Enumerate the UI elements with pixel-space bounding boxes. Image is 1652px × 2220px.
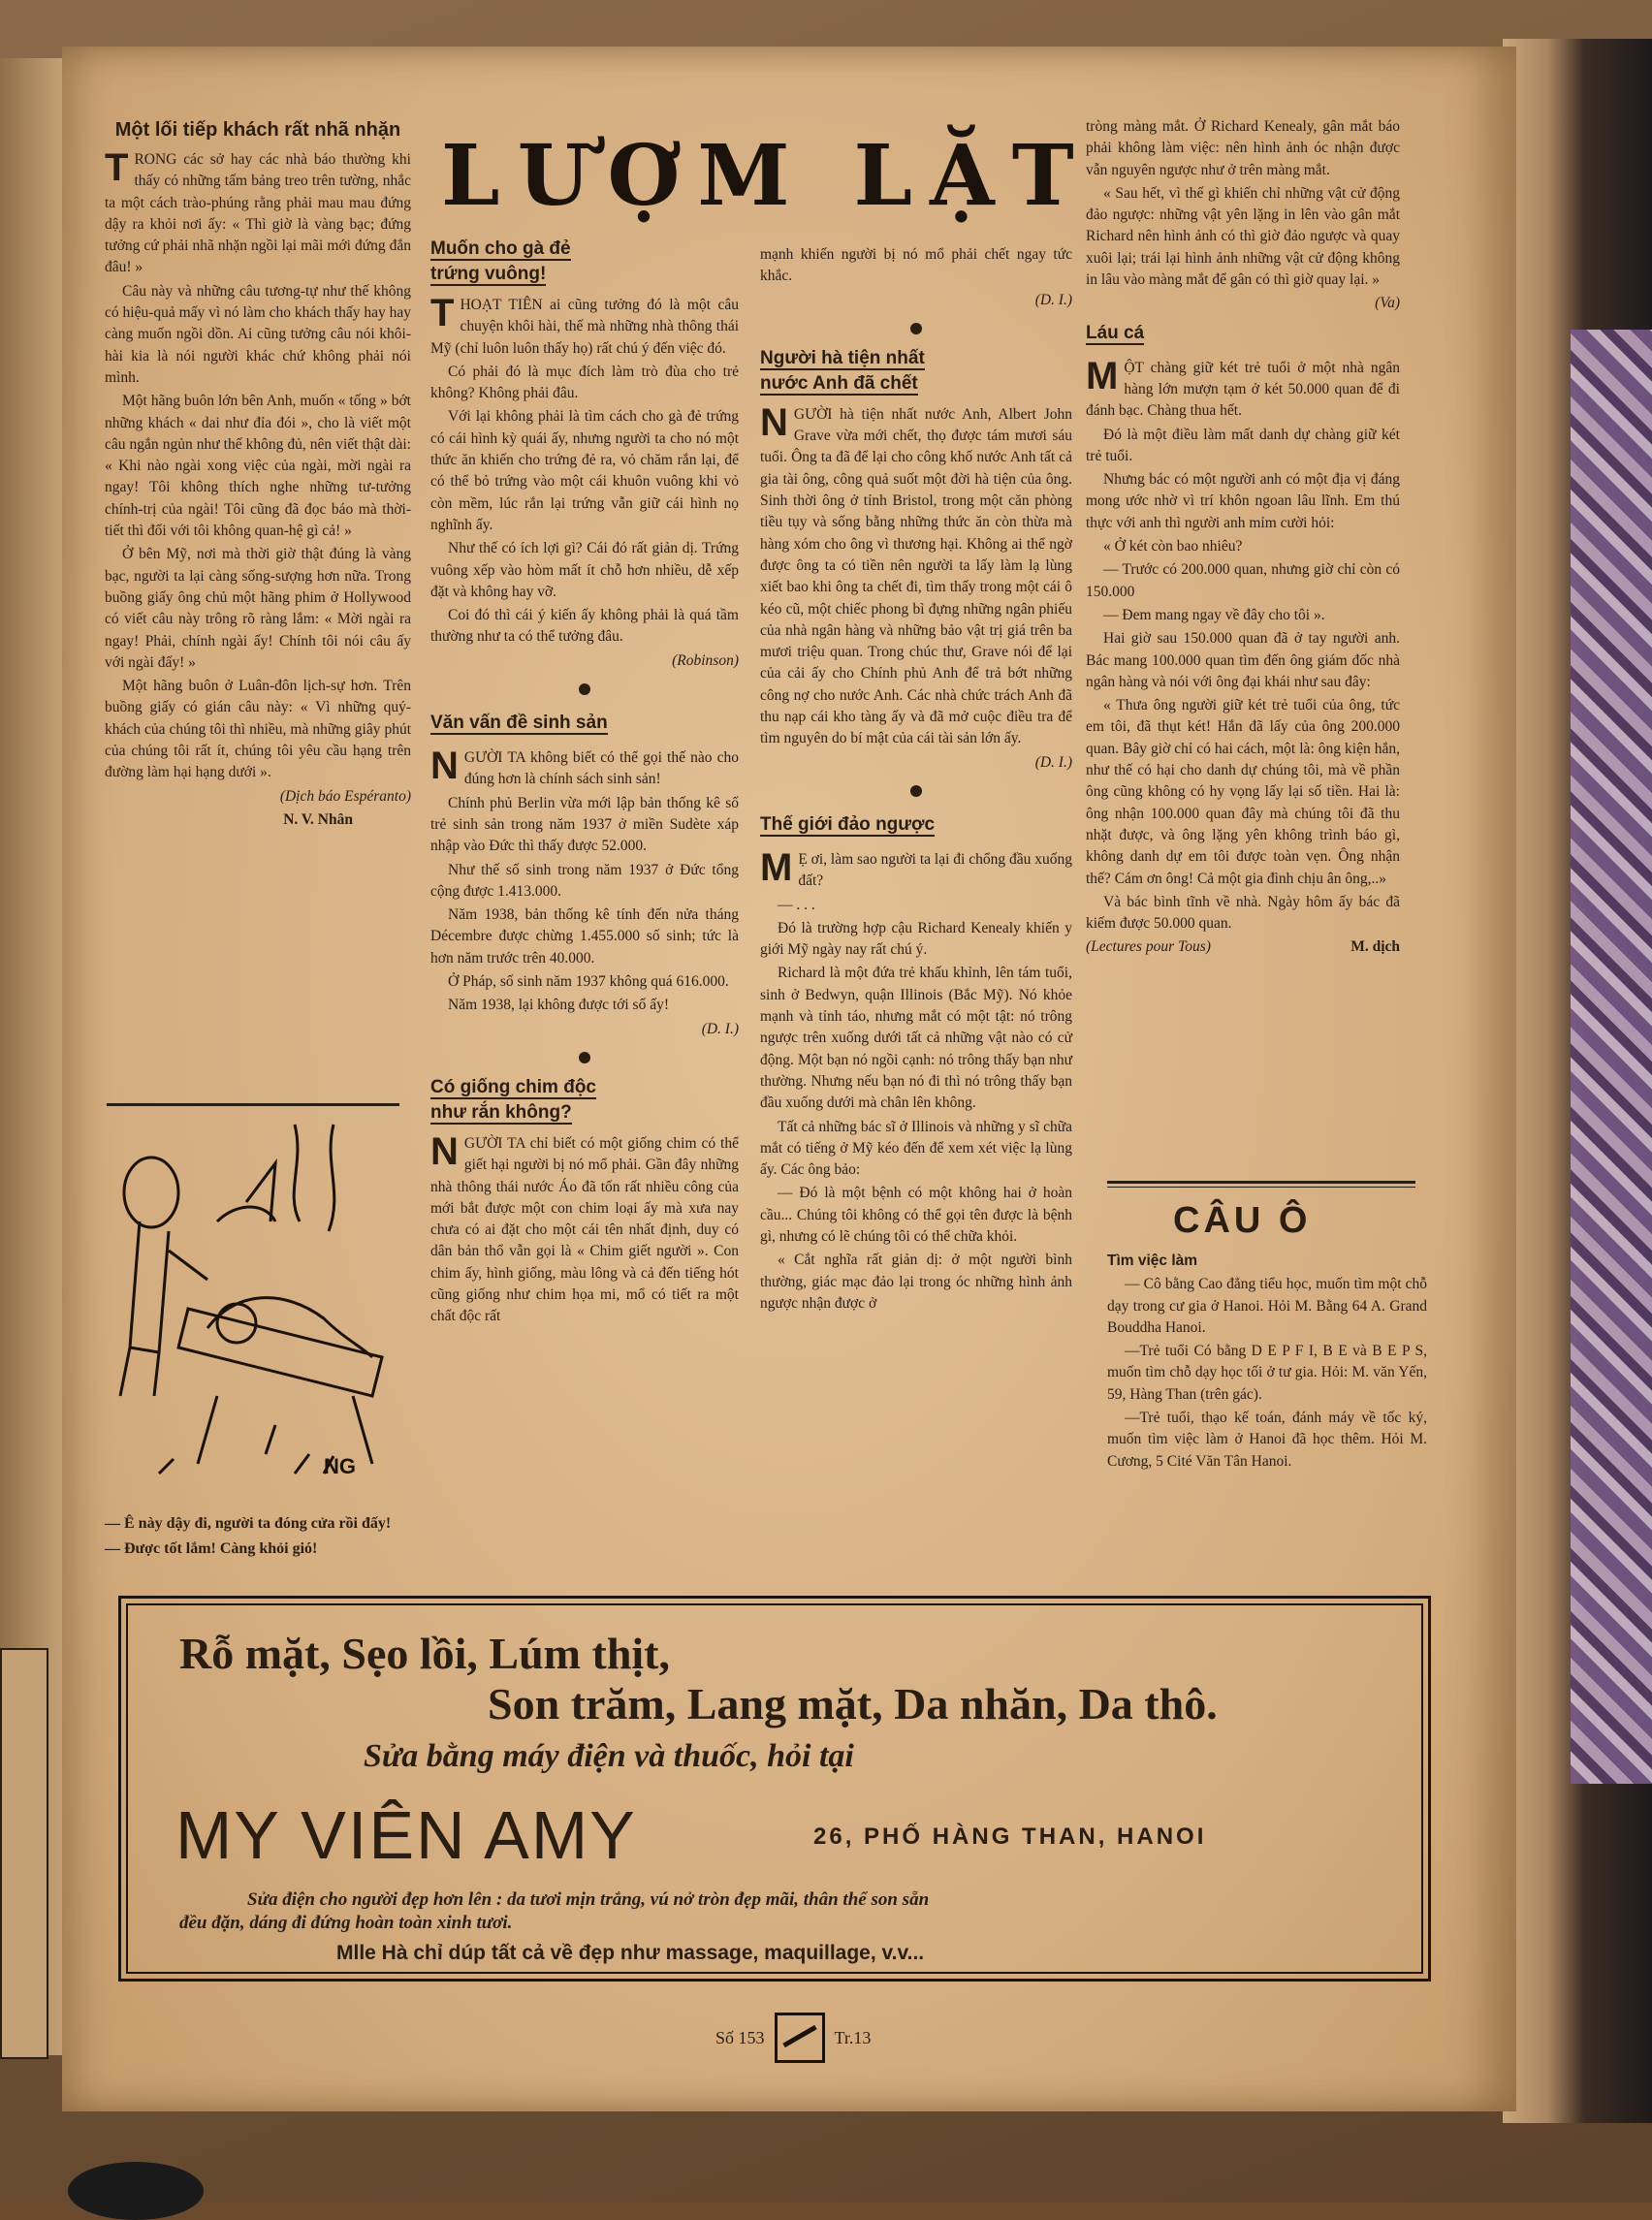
- drop-cap: N: [430, 1129, 459, 1173]
- drop-cap: N: [760, 400, 788, 444]
- separator-dot: [579, 683, 590, 695]
- paragraph: Một hãng buôn ở Luân-đôn lịch-sự hơn. Trên buồng giấy có gián câu này: « Vì những quý-khách của chúng tôi thì nhiều, mà những giây phút của chúng tôi rất ít, chúng tôi yêu cầu hạng trên đường làm hại hạng dưới ».: [105, 678, 411, 781]
- classified-subheading: Tìm việc làm: [1107, 1253, 1198, 1269]
- paragraph: — Đem mang ngay về đây cho tôi ».: [1103, 606, 1325, 623]
- classifieds: [1107, 1251, 1427, 1475]
- paragraph: Có phải đó là mục đích làm trò đùa cho trẻ không? Không phải đâu.: [430, 363, 739, 402]
- paragraph: Như thế có ích lợi gì? Cái đó rất giản dị. Trứng vuông xếp vào hòm mất ít chỗ hơn nhiều, dễ xếp đặt và không hay vỡ.: [430, 540, 739, 600]
- divider: [1107, 1181, 1415, 1184]
- paragraph: Và bác bình tĩnh về nhà. Ngày hôm ấy bác đã kiếm được 50.000 quan.: [1086, 893, 1400, 933]
- paragraph: Đó là trường hợp cậu Richard Kenealy khiến y giới Mỹ ngày nay rất chú ý.: [760, 919, 1072, 959]
- drop-cap: N: [430, 745, 459, 788]
- source-credit: (D. I.): [1034, 291, 1072, 308]
- column-3: [760, 244, 1072, 1316]
- paragraph: Ở bên Mỹ, nơi mà thời giờ thật đúng là vàng bạc, người ta lại càng sống-sượng hơn nữa. Trong buồng giấy ông chủ một hãng phim ở Hollywood có viết câu này trông rõ ràng lắm: « Mời ngài ra ngay! Phải, chính ngài ấy! Chính tôi nói câu ấy với ngài đấy! »: [105, 546, 411, 671]
- paragraph: mạnh khiến người bị nó mổ phải chết ngay tức khắc.: [760, 246, 1072, 285]
- separator-dot: [579, 1052, 590, 1063]
- paragraph: « Sau hết, vì thế gì khiến chỉ những vật cử động đảo ngược: những vật yên lặng in lên vào gân mắt Richard nên hình ảnh có thì giờ đảo ngược và quay xuôi lại; trái lại hình ảnh những vật cử động không in lâu vào màng mắt để gân có thì giờ quay lại. »: [1086, 184, 1400, 289]
- paragraph: Như thế số sinh trong năm 1937 ở Đức tổng cộng được 1.413.000.: [430, 861, 739, 900]
- ad-tagline: Sửa bằng máy điện và thuốc, hỏi tại: [364, 1738, 854, 1774]
- section-heading: CÂU Ô: [1173, 1200, 1312, 1241]
- drop-cap: T: [105, 146, 129, 189]
- paragraph: Tất cả những bác sĩ ở Illinois và những y sĩ chữa mắt có tiếng ở Mỹ kéo đến để xem xét việc lạ lùng ấy. Các ông bảo:: [760, 1118, 1072, 1179]
- paragraph: — Đó là một bệnh có một không hai ở hoàn cầu... Chúng tôi không có thể gọi tên được là bệnh gì, nhưng có lẽ chúng tôi có thể chữa khỏi.: [760, 1185, 1072, 1245]
- article-title: Có giống chim độc như rắn không?: [430, 1076, 596, 1123]
- paragraph: Với lại không phải là tìm cách cho gà đẻ trứng có cái hình kỳ quái ấy, nhưng người ta cho nó một thức ăn khiến cho trứng đẻ ra, vỏ chăm rắn lại, để có thể bỏ trứng vào một cái khuôn vuông khi vỏ còn mềm, lúc rắn lại trứng vẫn giữ cái hình nọ nghĩnh ấy.: [430, 408, 739, 533]
- source-credit: (Robinson): [672, 651, 739, 669]
- paragraph: Ở Pháp, số sinh năm 1937 không quá 616.000.: [448, 973, 729, 991]
- article-title: Láu cá: [1086, 322, 1145, 343]
- classified-ad: —Trẻ tuổi Có bằng D E P F I, B E và B E P S, muốn tìm chỗ dạy học tối ở tư gia. Hỏi: M. văn Yến, 59, Hàng Than (trên gác).: [1107, 1343, 1427, 1403]
- drop-cap: M: [1086, 354, 1119, 397]
- column-4: [1086, 116, 1400, 961]
- paragraph: Chính phủ Berlin vừa mới lập bản thống kê số trẻ sinh sản trong năm 1937 ở miền Sudète xáp nhập vào Đức thì thấy được 52.000.: [430, 794, 739, 855]
- ad-body: Sửa điện cho người đẹp hơn lên : da tươi mịn trắng, vú nở tròn đẹp mãi, thân thể son sẵn: [247, 1889, 930, 1910]
- author-credit: N. V. Nhân: [283, 810, 353, 828]
- paragraph: « Thưa ông người giữ két trẻ tuổi của ông, tức em tôi, đã thụt két! Hắn đã lấy của ông 200.000 quan. Bây giờ chỉ có hai cách, một là: ông kiện hắn, như thế có hại cho danh dự chúng tôi, mà về phần ông cũng không có hy vọng lấy lại số tiền. Hai là: ông nhận 100.000 quan đây mà chúng tôi đã thu nhặt được, và ông lặng yên không trình báo gì, không danh dự em tôi được toàn vẹn. Ông nhận thế? Cám ơn ông! Cả một gia đình chịu ân ông,..»: [1086, 697, 1400, 887]
- paragraph: Năm 1938, bản thống kê tính đến nửa tháng Décembre được chừng 1.455.000 số sinh; tức là hơn năm trước trên 40.000.: [430, 906, 739, 967]
- ad-body: Mlle Hà chỉ dúp tất cả về đẹp như massage, maquillage, v.v...: [336, 1942, 925, 1964]
- article-title: Muốn cho gà đẻ trứng vuông!: [430, 238, 571, 284]
- newspaper-logo-icon: [775, 2013, 825, 2063]
- page-number: Tr.13: [834, 2027, 872, 2047]
- paragraph: MỘT chàng giữ két trẻ tuổi ở một nhà ngân hàng lớn mượn tạm ở két 50.000 quan để đi đánh bạc. Chàng thua hết.: [1086, 354, 1400, 420]
- drop-cap: T: [430, 292, 455, 334]
- paragraph: Richard là một đứa trẻ khấu khỉnh, lên tám tuổi, sinh ở Bedwyn, quận Illinois (Bắc Mỹ). Nó khỏe mạnh và tỉnh táo, nhưng mắt có một tật: nó trông ngược trên xuống dưới tất cả những vật nào có cử động. Một bạn nó ngồi cạnh: nó trông thấy bạn như thường. Nhưng nếu bạn nó đi thì nó trông thấy bạn đầu xuống dưới mà chân lên không.: [760, 965, 1072, 1112]
- paragraph: THOẠT TIÊN ai cũng tưởng đó là một câu chuyện khôi hài, thế mà những nhà thông thái Mỹ (chỉ luôn luôn thấy họ) rất chú ý đến việc đó.: [430, 292, 739, 357]
- cartoon-captions: [105, 1512, 415, 1563]
- paragraph: NGƯỜI hà tiện nhất nước Anh, Albert John Grave vừa mới chết, thọ được tám mươi sáu tuổi. Ông ta đã để lại cho công khố nước Anh tất cả gia tài ông, công quả suốt một đời hà tiện của ông. Sinh thời ông ở tỉnh Bristol, trong một căn phòng tiều tụy và sống bằng những thức ăn còn thừa mà hàng xóm cho ông vì thương hại. Không ai thể ngờ được ông ta có tiền nên người ta lấy làm lạ lùng xiết bao khi ông ta chết đi, tìm thấy trong một cái ô kéo cũ, một chiếc phong bì đựng những ngân phiếu của nhà ngân hàng và những bảo vật trị giá trên ba mươi triệu quan. Trong chúc thư, Grave nói để lại của cải ấy cho Chính phủ Anh để trả bớt những công nợ cho nước Anh. Các nhà chức trách Anh đã thu nạp cái kho tàng ấy và đã mở cuộc điều tra để tìm nguyên do bí mật của cái tài sản lớn ấy.: [760, 400, 1072, 747]
- page-title: LƯỢM LẶT: [441, 127, 1092, 225]
- paragraph: NGƯỜI TA không biết có thể gọi thế nào cho đúng hơn là chính sách sinh sản!: [430, 745, 739, 788]
- ad-headline: Rỗ mặt, Sẹo lồi, Lúm thịt,: [179, 1629, 670, 1678]
- column-2: [430, 233, 739, 1330]
- page-footer: [715, 2013, 871, 2063]
- separator-dot: [910, 785, 922, 797]
- paragraph: Hai giờ sau 150.000 quan đã ở tay người anh. Bác mang 100.000 quan tìm đến ông giám đốc nhà ngân hàng và nói với ông đại khái như sau đây:: [1086, 630, 1400, 690]
- left-page-edge: [0, 58, 71, 2055]
- advertisement-box: [118, 1596, 1431, 1982]
- divider: [1107, 1187, 1415, 1188]
- source-credit: (Lectures pour Tous) M. dịch: [1086, 938, 1400, 956]
- article-title: Người hà tiện nhất nước Anh đã chết: [760, 347, 925, 394]
- marbled-cover: [1571, 330, 1652, 1784]
- article-title: Văn vấn đề sinh sản: [430, 713, 608, 734]
- ad-address: 26, PHỐ HÀNG THAN, HANOI: [813, 1824, 1207, 1850]
- cartoonist-signature: NG: [324, 1454, 356, 1478]
- paragraph: Coi đó thì cái ý kiến ấy không phải là quá tầm thường như ta có thể tưởng đâu.: [430, 607, 739, 646]
- column-1: [105, 114, 411, 833]
- paragraph: Câu này và những câu tương-tự như thế không có hiệu-quả mấy vì nó làm cho khách thấy hay hay càng muốn ngồi dồn. Ai cũng tưởng câu nói khôi-hài kia là nói người khác chứ không phải nói mình.: [105, 282, 411, 386]
- paragraph: tròng màng mắt. Ở Richard Kenealy, gân mắt báo phải không làm việc: nên hình ảnh óc nhận được vẫn nguyên ngược như ở trên màng mắt.: [1086, 118, 1400, 178]
- caption-line: — Ê này dậy đi, người ta đóng cửa rồi đấy!: [105, 1515, 392, 1532]
- article-title: Một lối tiếp khách rất nhã nhặn: [114, 119, 401, 141]
- paragraph: « Cắt nghĩa rất giản dị: ở một người bình thường, giác mạc đảo lại trong óc những hình ảnh ngược nhận được ở: [760, 1252, 1072, 1312]
- ad-headline: Son trăm, Lang mặt, Da nhăn, Da thô.: [488, 1679, 1218, 1728]
- paragraph: Đó là một điều làm mất danh dự chàng giữ két trẻ tuổi.: [1086, 426, 1400, 464]
- paragraph: Nhưng bác có một người anh có một địa vị đáng mong ước nhờ vì trí khôn ngoan lâu lĩnh. Em thú thực với anh thì người anh mỉm cười hỏi:: [1086, 471, 1400, 531]
- paragraph: Năm 1938, lại không được tới số ấy!: [448, 997, 669, 1014]
- caption-line: — Được tốt lắm! Càng khỏi gió!: [105, 1540, 318, 1557]
- dark-object: [68, 2162, 204, 2220]
- separator-dot: [910, 323, 922, 334]
- paragraph: NGƯỜI TA chỉ biết có một giống chim có thể giết hại người bị nó mổ phải. Gần đây những nhà thông thái nước Áo đã tốn rất nhiều công của mới bắt được một con chim loại ấy mà xưa nay chưa có ai đặt cho một cái tên nhất định, duy có dân bản thổ vẫn gọi là « Chim giết người ». Con chim ấy, hình giống, màu lông và cả đến tiếng hót cũng giống như chim họa mi, mổ có tiết ra một chất độc rất: [430, 1129, 739, 1325]
- paragraph: « Ở két còn bao nhiêu?: [1103, 538, 1243, 555]
- classified-ad: —Trẻ tuổi, thạo kế toán, đánh máy về tốc ký, muốn tìm việc làm ở Hanoi đã học thêm. Hỏi M. Cương, 5 Cité Văn Tân Hanoi.: [1107, 1410, 1427, 1470]
- source-credit: (D. I.): [701, 1020, 739, 1037]
- issue-number: Số 153: [715, 2027, 765, 2047]
- paragraph: M Ẹ ơi, làm sao người ta lại đi chổng đầu xuống đất?: [760, 845, 1072, 890]
- drop-cap: M: [760, 845, 793, 889]
- source-credit: (D. I.): [1034, 753, 1072, 771]
- paragraph: — . . .: [778, 896, 815, 913]
- classified-ad: — Cô bằng Cao đẳng tiểu học, muốn tìm một chỗ dạy trong cư gia ở Hanoi. Hỏi M. Bằng 64 A. Grand Bouddha Hanoi.: [1107, 1276, 1427, 1336]
- paragraph: TRONG các sở hay các nhà báo thường khi thấy có những tấm bảng treo trên tường, nhắc ta một cách trào-phúng rằng phải mau mau đứng dậy ra khỏi nơi ấy: « Thì giờ là vàng bạc; đứng tưởng cứ phải nhã nhặn ngồi lại mãi mới đứng đắn đâu! »: [105, 146, 411, 276]
- paragraph: — Trước có 200.000 quan, nhưng giờ chỉ còn có 150.000: [1086, 561, 1400, 600]
- left-page-box: [0, 1648, 48, 2059]
- ad-body: đều đặn, dáng đi đứng hoàn toàn xinh tươi.: [179, 1913, 513, 1933]
- article-title: Thế giới đảo ngược: [760, 813, 936, 835]
- paragraph: Một hãng buôn lớn bên Anh, muốn « tống » bớt những khách « dai như đỉa đói », cho là viết một câu ngắn ngủn như thế không đủ, nên viết thật dài: « Khi nào ngài xong việc của ngài, mời ngài ra ngay! Tôi không thích nghe những tư-tưởng chính-trị của ngài! Tôi cũng đã đọc báo mà thời-tiết thì đối với tôi không quan-hệ gì cả! »: [105, 393, 411, 540]
- cartoon-illustration: [101, 1105, 421, 1493]
- source-credit: (Dịch báo Espéranto): [279, 787, 411, 805]
- ad-brand: MY VIÊN AMY: [175, 1797, 637, 1873]
- source-credit: (Va): [1375, 295, 1400, 312]
